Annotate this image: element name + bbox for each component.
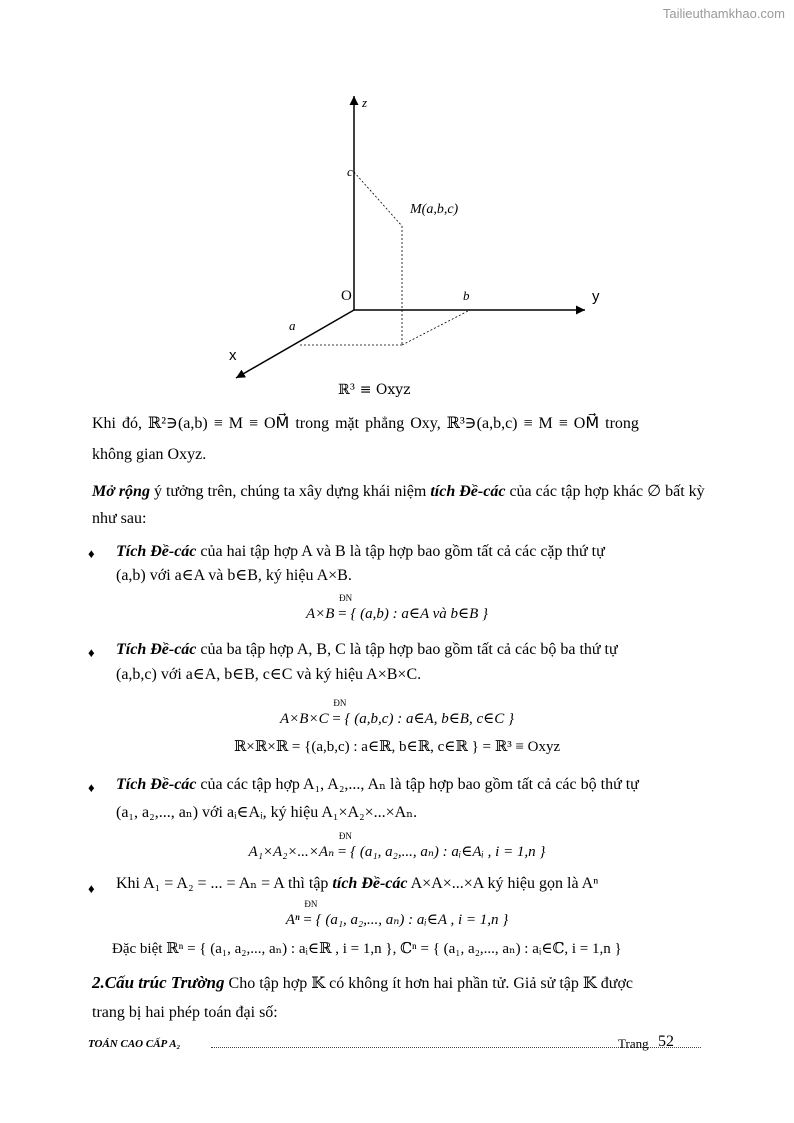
footer-page-label: Trang (618, 1036, 649, 1051)
page-footer (88, 1033, 708, 1051)
section-title: 2.Cấu trúc Trường (92, 973, 225, 992)
a-label: a (289, 318, 296, 333)
bullet-4-line1: Khi A₁ = A₂ = ... = Aₙ = A thì tập tích Đề-các A×A×...×A ký hiệu gọn là Aⁿ (116, 875, 599, 892)
bullet-3-marker: ♦ (88, 780, 95, 795)
bullet-1-line1: Tích Đề-các của hai tập hợp A và B là tập hợp bao gồm tất cả các cặp thứ tự (116, 543, 605, 560)
bullet-3-term: Tích Đề-các (116, 776, 197, 793)
formula-3: A₁×A₂×...×Aₙ = ĐN { (a₁, a₂,..., aₙ) : aᵢ∈Aᵢ , i = 1,n } (248, 831, 546, 860)
axes-figure (0, 0, 794, 410)
bullet-1-marker: ♦ (88, 546, 95, 561)
bullet-2-term: Tích Đề-các (116, 641, 197, 658)
point-m-label: M(a,b,c) (410, 202, 459, 217)
para2-text2: của các tập hợp khác ∅ bất kỳ như sau: (92, 483, 705, 527)
bullet-2-line1: Tích Đề-các của ba tập hợp A, B, C là tập hợp bao gồm tất cả các bộ ba thứ tự (116, 641, 618, 658)
bullet-2-marker: ♦ (88, 645, 95, 660)
para1-line2: không gian Oxyz. (92, 446, 207, 463)
bullet-2-line2: (a,b,c) với a∈A, b∈B, c∈C và ký hiệu A×B×C. (116, 666, 422, 683)
z-label: z (362, 95, 368, 110)
para2-lead: Mở rộng (92, 483, 150, 500)
formula-4: Aⁿ = ĐN { (a₁, a₂,..., aₙ) : aᵢ∈A , i = 1,n } (285, 899, 509, 928)
dn-label: ĐN (339, 593, 353, 603)
para2-text1: ý tưởng trên, chúng ta xây dựng khái niệm (149, 483, 431, 500)
bullet-4-term: tích Đề-các (332, 875, 408, 892)
bullet-1-term: Tích Đề-các (116, 543, 197, 560)
section-2-line2: trang bị hai phép toán đại số: (92, 1004, 278, 1021)
c-label: c (347, 164, 353, 179)
footer-title: TOÁN CAO CẤP A₂ (88, 1038, 181, 1050)
figure-caption: ℝ³ ≡ Oxyz (338, 382, 411, 398)
y-label: y (592, 288, 600, 305)
bullet-4-marker: ♦ (88, 881, 95, 896)
origin-label: O (341, 288, 352, 304)
para2-term: tích Đề-các (430, 483, 506, 500)
formula-2b: ℝ×ℝ×ℝ = {(a,b,c) : a∈ℝ, b∈ℝ, c∈ℝ } = ℝ³ ≡ Oxyz (233, 739, 561, 755)
para2 (92, 478, 707, 532)
x-label: x (229, 347, 237, 364)
bullet-1-line2: (a,b) với a∈A và b∈B, ký hiệu A×B. (116, 567, 352, 584)
formula-2: A×B×C = ĐN { (a,b,c) : a∈A, b∈B, c∈C } (280, 698, 514, 727)
bullet-3-line1: Tích Đề-các của các tập hợp A₁, A₂,..., Aₙ là tập hợp bao gồm tất cả các bộ thứ tự (116, 776, 639, 793)
projection-lines (298, 172, 470, 345)
special-cases: Đặc biệt ℝⁿ = { (a₁, a₂,..., aₙ) : aᵢ∈ℝ , i = 1,n }, ℂⁿ = { (a₁, a₂,..., aₙ) : aᵢ∈ℂ, i = 1,n } (112, 941, 622, 957)
section-2-line1: 2.Cấu trúc Trường Cho tập hợp 𝕂 có không ít hơn hai phần tử. Giả sử tập 𝕂 được (92, 973, 634, 992)
formula-1: A×B = ĐN { (a,b) : a∈A và b∈B } (305, 593, 489, 622)
bullet-3-line2: (a₁, a₂,..., aₙ) với aᵢ∈Aᵢ, ký hiệu A₁×A₂×...×Aₙ. (116, 804, 418, 821)
para1-line1: Khi đó, ℝ²∋(a,b) ≡ M ≡ OM⃗ trong mặt phẳng Oxy, ℝ³∋(a,b,c) ≡ M ≡ OM⃗ trong (92, 415, 639, 432)
b-label: b (463, 288, 470, 303)
page-number: 52 (658, 1033, 674, 1050)
watermark: Tailieuthamkhao.com (662, 6, 785, 21)
